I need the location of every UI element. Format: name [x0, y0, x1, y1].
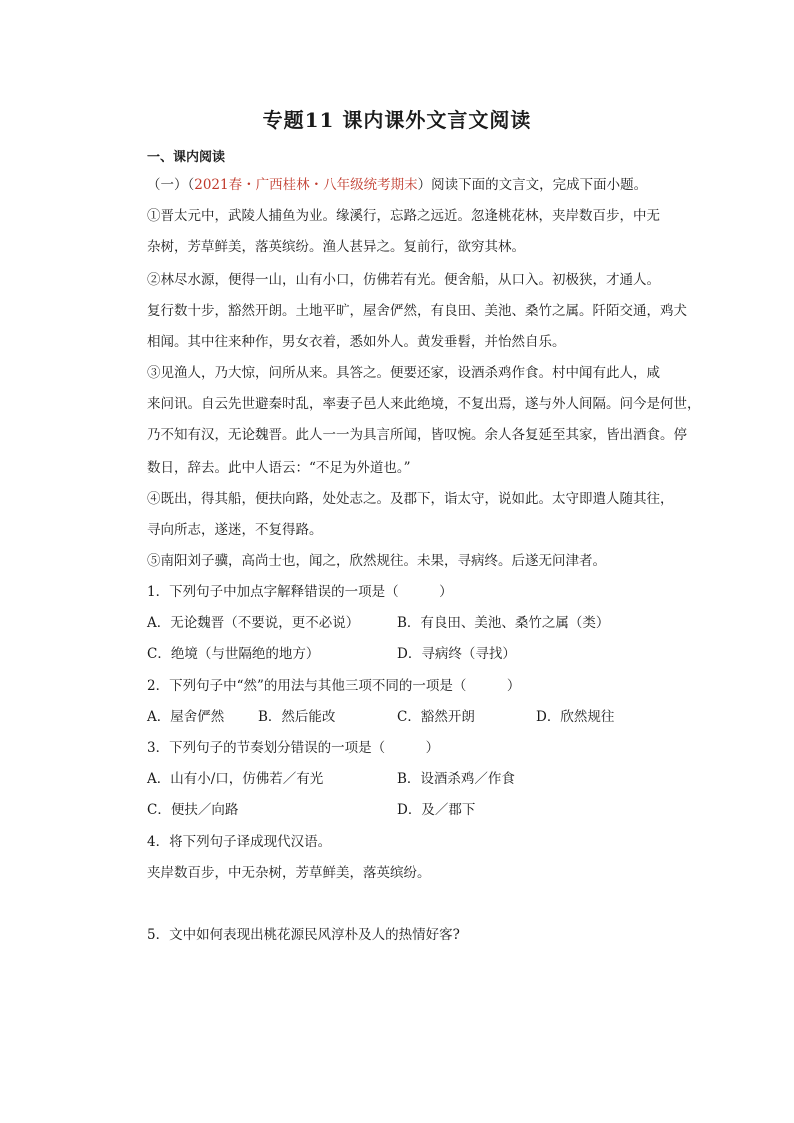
question-2-option-b: B．然后能改	[258, 709, 336, 725]
source-citation: 2021春・广西桂林・八年级统考期末	[194, 177, 418, 193]
question-1-option-d: D．寻病终（寻找）	[397, 646, 516, 662]
question-2-option-d: D．欣然规往	[536, 709, 615, 725]
question-2-option-c: C．豁然开朗	[397, 709, 475, 725]
question-3-option-a: A．山有小/口，仿佛若／有光	[147, 771, 324, 787]
question-3-option-d: D．及／郡下	[397, 802, 476, 818]
question-4-sentence: 夹岸数百步，中无杂树，芳草鲜美，落英缤纷。	[147, 865, 431, 881]
passage-line: 数日，辞去。此中人语云：“不足为外道也。”	[147, 460, 411, 476]
question-1-option-c: C．绝境（与世隔绝的地方）	[147, 646, 320, 662]
intro-suffix: ）阅读下面的文言文，完成下面小题。	[417, 177, 648, 193]
passage-line: ②林尽水源，便得一山，山有小口，仿佛若有光。便舍船，从口入。初极狭，才通人。	[147, 272, 660, 288]
passage-line: ①晋太元中，武陵人捕鱼为业。缘溪行，忘路之远近。忽逢桃花林，夹岸数百步，中无	[147, 208, 660, 224]
passage-line: ③见渔人，乃大惊，问所从来。具答之。便要还家，设酒杀鸡作食。村中闻有此人，咸	[147, 365, 660, 381]
question-2-stem: 2．下列句子中“然”的用法与其他三项不同的一项是（ ）	[147, 678, 521, 694]
question-1-option-b: B．有良田、美池、桑竹之属（类）	[397, 615, 610, 631]
passage-line: 寻向所志，遂迷，不复得路。	[147, 522, 323, 538]
question-2-option-a: A．屋舍俨然	[147, 709, 225, 725]
section-heading: 一、课内阅读	[147, 150, 226, 165]
passage-line: 来问讯。自云先世避秦时乱，率妻子邑人来此绝境，不复出焉，遂与外人间隔。问今是何世，	[147, 396, 701, 412]
question-intro	[147, 176, 647, 194]
passage-line: 复行数十步，豁然开朗。土地平旷，屋舍俨然，有良田、美池、桑竹之属。阡陌交通，鸡犬	[147, 303, 687, 319]
passage-line: ④既出，得其船，便扶向路，处处志之。及郡下，诣太守，说如此。太守即遣人随其往，	[147, 491, 674, 507]
passage-line: 乃不知有汉，无论魏晋。此人一一为具言所闻，皆叹惋。余人各复延至其家，皆出酒食。停	[147, 427, 687, 443]
passage-line: 相闻。其中往来种作，男女衣着，悉如外人。黄发垂髫，并怡然自乐。	[147, 334, 566, 350]
question-3-option-b: B．设酒杀鸡／作食	[397, 771, 515, 787]
question-1-option-a: A．无论魏晋（不要说，更不必说）	[147, 615, 360, 631]
intro-prefix: （一）（	[147, 177, 195, 193]
question-3-stem: 3．下列句子的节奏划分错误的一项是（ ）	[147, 740, 440, 756]
question-3-option-c: C．便扶／向路	[147, 802, 239, 818]
question-5-stem: 5．文中如何表现出桃花源民风淳朴及人的热情好客?	[147, 927, 460, 943]
question-1-stem: 1．下列句子中加点字解释错误的一项是（ ）	[147, 584, 453, 600]
passage-line: ⑤南阳刘子骥，高尚士也，闻之，欣然规往。未果，寻病终。后遂无问津者。	[147, 553, 606, 569]
passage-line: 杂树，芳草鲜美，落英缤纷。渔人甚异之。复前行，欲穷其林。	[147, 239, 525, 255]
question-4-stem: 4．将下列句子译成现代汉语。	[147, 834, 332, 850]
page-title: 专题11 课内课外文言文阅读	[262, 108, 532, 132]
